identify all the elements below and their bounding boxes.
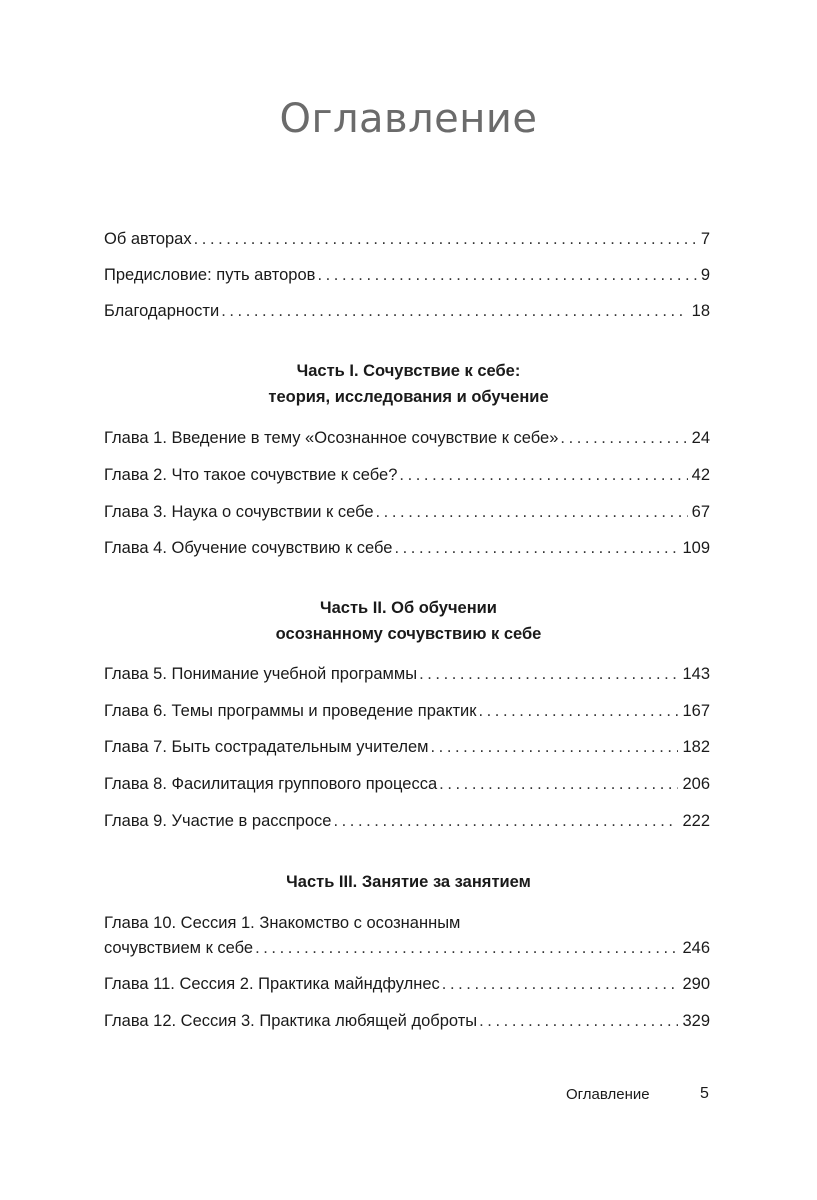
- toc-entry-label: сочувствием к себе: [104, 939, 254, 957]
- toc-entry-label: Глава 4. Обучение сочувствию к себе: [104, 539, 393, 557]
- dot-leader: [430, 737, 678, 757]
- toc-entry[interactable]: [104, 502, 710, 522]
- toc-entry-page: 182: [682, 738, 710, 756]
- toc-entry-page: 42: [691, 466, 710, 484]
- toc-entry-label: Глава 3. Наука о сочувствии к себе: [104, 503, 374, 521]
- dot-leader: [333, 811, 678, 831]
- toc-entry-label: Об авторах: [104, 230, 192, 248]
- toc-entry-line1[interactable]: Глава 10. Сессия 1. Знакомство с осознанным: [104, 914, 461, 932]
- toc-entry-page: 246: [682, 939, 710, 957]
- toc-entry[interactable]: [104, 1011, 710, 1031]
- part-heading: [0, 595, 817, 647]
- toc-entry-label: Глава 9. Участие в расспросе: [104, 812, 332, 830]
- part-heading-line: осознанному сочувствию к себе: [275, 625, 542, 643]
- toc-entry-page: 18: [691, 302, 710, 320]
- toc-entry[interactable]: [104, 701, 710, 721]
- toc-entry[interactable]: [104, 737, 710, 757]
- toc-entry-page: 167: [682, 702, 710, 720]
- dot-leader: [194, 229, 697, 249]
- toc-entry-page: 206: [682, 775, 710, 793]
- toc-entry-page: 222: [682, 812, 710, 830]
- toc-entry-page: 67: [691, 503, 710, 521]
- toc-entry[interactable]: [104, 428, 710, 448]
- toc-entry-label: Глава 1. Введение в тему «Осознанное сочувствие к себе»: [104, 429, 559, 447]
- toc-entry-label: Глава 2. Что такое сочувствие к себе?: [104, 466, 398, 484]
- toc-entry-page: 9: [700, 266, 710, 284]
- toc-entry-label: Глава 6. Темы программы и проведение практик: [104, 702, 477, 720]
- toc-entry-label: Глава 11. Сессия 2. Практика майндфулнес: [104, 975, 440, 993]
- toc-entry-label: Предисловие: путь авторов: [104, 266, 316, 284]
- dot-leader: [317, 265, 696, 285]
- toc-entry[interactable]: [104, 664, 710, 684]
- part-heading: [0, 869, 817, 895]
- dot-leader: [419, 664, 678, 684]
- toc-entry[interactable]: [104, 301, 710, 321]
- toc-entry[interactable]: [104, 538, 710, 558]
- part-heading-line: Часть I. Сочувствие к себе:: [296, 362, 521, 380]
- page-title: Оглавление: [279, 96, 538, 142]
- toc-entry-page: 109: [682, 539, 710, 557]
- toc-entry[interactable]: [104, 938, 710, 958]
- dot-leader: [394, 538, 678, 558]
- toc-entry-page: 24: [691, 429, 710, 447]
- part-heading: [0, 358, 817, 410]
- dot-leader: [478, 701, 678, 721]
- part-heading-line: теория, исследования и обучение: [268, 388, 549, 406]
- dot-leader: [439, 774, 678, 794]
- dot-leader: [255, 938, 678, 958]
- dot-leader: [399, 465, 687, 485]
- page-number: 5: [700, 1085, 709, 1102]
- toc-entry-page: 290: [682, 975, 710, 993]
- part-heading-line: Часть III. Занятие за занятием: [286, 873, 531, 891]
- toc-entry-page: 143: [682, 665, 710, 683]
- part-heading-line: Часть II. Об обучении: [320, 599, 497, 617]
- toc-entry[interactable]: [104, 811, 710, 831]
- dot-leader: [560, 428, 687, 448]
- dot-leader: [376, 502, 688, 522]
- toc-entry[interactable]: [104, 465, 710, 485]
- toc-entry-page: 7: [700, 230, 710, 248]
- toc-entry-label: Глава 12. Сессия 3. Практика любящей доброты: [104, 1012, 478, 1030]
- toc-entry-label: Глава 7. Быть сострадательным учителем: [104, 738, 429, 756]
- toc-entry[interactable]: [104, 774, 710, 794]
- dot-leader: [442, 974, 679, 994]
- toc-entry[interactable]: [104, 229, 710, 249]
- dot-leader: [479, 1011, 678, 1031]
- toc-entry[interactable]: [104, 974, 710, 994]
- toc-entry-label: Глава 8. Фасилитация группового процесса: [104, 775, 438, 793]
- toc-entry[interactable]: [104, 265, 710, 285]
- toc-entry-label: Благодарности: [104, 302, 220, 320]
- toc-entry-page: 329: [682, 1012, 710, 1030]
- dot-leader: [221, 301, 687, 321]
- toc-entry-label: Глава 5. Понимание учебной программы: [104, 665, 418, 683]
- running-footer-label: Оглавление: [566, 1086, 650, 1103]
